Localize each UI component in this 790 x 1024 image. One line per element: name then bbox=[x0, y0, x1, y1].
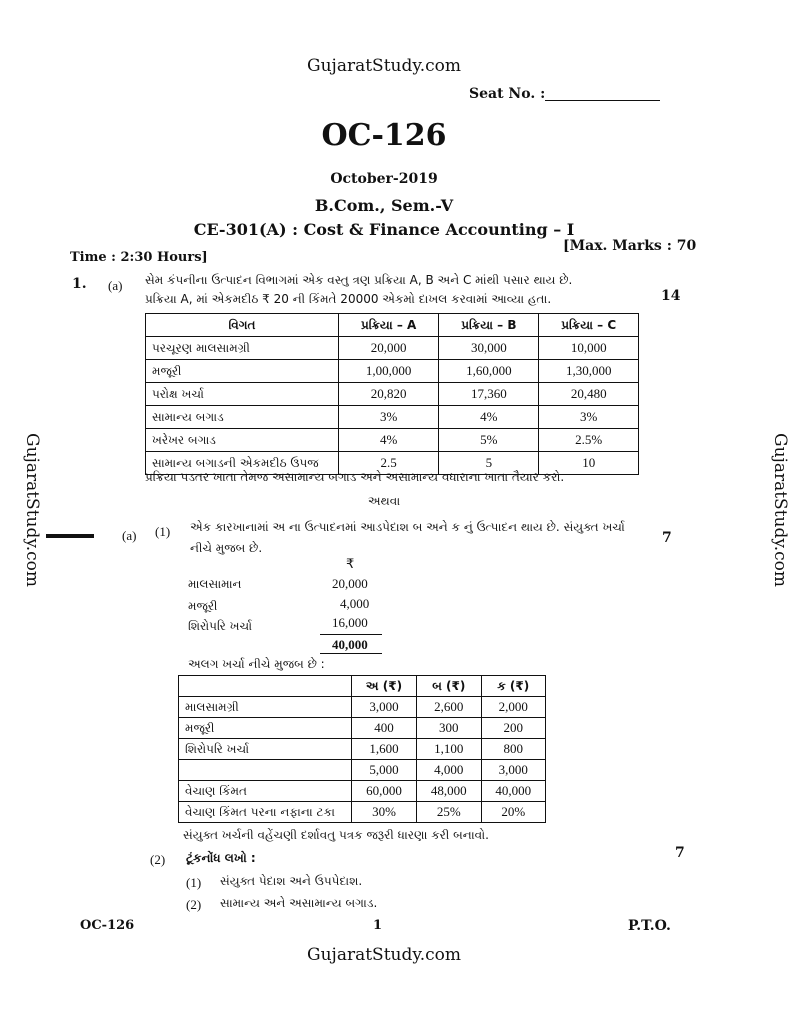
question-part: (a) bbox=[108, 278, 123, 293]
table-header: ક (₹) bbox=[481, 676, 546, 697]
table-cell: 3,000 bbox=[481, 760, 546, 781]
table-cell: સામાન્ય બગાડ bbox=[146, 406, 339, 429]
table-header: પ્રક્રિયા – C bbox=[539, 314, 639, 337]
table-cell: પરચૂરણ માલસામગ્રી bbox=[146, 337, 339, 360]
question-text-line2: પ્રક્રિયા A, માં એકમદીઠ ₹ 20 ની કિંમતે 20000 એકમો દાખલ કરવામાં આવ્યા હતા. bbox=[145, 292, 552, 306]
table-cell: 2.5% bbox=[539, 429, 639, 452]
page-number: 1 bbox=[373, 918, 383, 933]
table-header: વિગત bbox=[146, 314, 339, 337]
table-cell: 400 bbox=[352, 718, 417, 739]
short-notes-sub: (2) bbox=[150, 852, 166, 867]
watermark-right: GujaratStudy.com bbox=[769, 433, 790, 587]
question-marks: 14 bbox=[661, 288, 681, 304]
table-row bbox=[179, 718, 546, 739]
table-cell: 20,000 bbox=[339, 337, 439, 360]
alt-question-text-line1: એક કારખાનામાં અ ના ઉત્પાદનમાં આડપેદાશ બ અને ક નું ઉત્પાદન થાય છે. સંયુક્ત ખર્ચા bbox=[190, 520, 625, 534]
table-row bbox=[179, 802, 546, 823]
exam-date: October-2019 bbox=[330, 171, 438, 187]
question-text-line1: સેમ કંપનીના ઉત્પાદન વિભાગમાં એક વસ્તુ ત્રણ પ્રક્રિયા A, B અને C માંથી પસાર થાય છે. bbox=[145, 273, 573, 287]
table-cell: શિરોપરિ ખર્ચા bbox=[179, 739, 352, 760]
question-instruction: પ્રક્રિયા પડતર ખાતા તેમજ અસામાન્ય બગાડ અને અસામાન્ય વધારાના ખાતા તૈયાર કરો. bbox=[145, 470, 565, 484]
footer-code: OC-126 bbox=[80, 918, 135, 933]
table-cell: 5 bbox=[439, 452, 539, 475]
currency-symbol: ₹ bbox=[346, 556, 355, 571]
short-notes-title: ટૂંકનોંધ લખો : bbox=[186, 851, 256, 865]
alt-question-marks: 7 bbox=[662, 530, 672, 546]
joint-cost-value: 20,000 bbox=[332, 576, 368, 591]
table-header: પ્રક્રિયા – A bbox=[339, 314, 439, 337]
joint-cost-total: 40,000 bbox=[332, 637, 368, 652]
joint-cost-label: મજૂરી bbox=[188, 599, 218, 613]
table-cell: 5,000 bbox=[352, 760, 417, 781]
paper-code: OC-126 bbox=[321, 118, 447, 153]
separate-cost-table bbox=[178, 675, 546, 823]
table-cell: મજૂરી bbox=[146, 360, 339, 383]
course-name: B.Com., Sem.-V bbox=[314, 196, 454, 215]
time-label: Time : 2:30 Hours] bbox=[70, 250, 208, 265]
table-cell: 3% bbox=[539, 406, 639, 429]
table-cell: મજૂરી bbox=[179, 718, 352, 739]
table-cell: 300 bbox=[417, 718, 481, 739]
table-cell: પરોક્ષ ખર્ચા bbox=[146, 383, 339, 406]
total-line-top bbox=[320, 634, 382, 635]
table-row bbox=[146, 429, 639, 452]
table-header: પ્રક્રિયા – B bbox=[439, 314, 539, 337]
table-cell: 20,820 bbox=[339, 383, 439, 406]
table-cell: 1,60,000 bbox=[439, 360, 539, 383]
table-cell: 17,360 bbox=[439, 383, 539, 406]
watermark-bottom: GujaratStudy.com bbox=[307, 945, 461, 965]
total-line-bottom bbox=[320, 653, 382, 654]
joint-cost-value: 16,000 bbox=[332, 615, 368, 630]
table-row bbox=[146, 337, 639, 360]
table-row bbox=[179, 739, 546, 760]
table-cell: ખરેખર બગાડ bbox=[146, 429, 339, 452]
table-cell: વેચાણ કિંમત પરના નફાના ટકા bbox=[179, 802, 352, 823]
watermark-left: GujaratStudy.com bbox=[21, 433, 42, 587]
table-row bbox=[179, 697, 546, 718]
table-cell: 4% bbox=[439, 406, 539, 429]
table-cell: 2,000 bbox=[481, 697, 546, 718]
table-cell: 20,480 bbox=[539, 383, 639, 406]
short-note-number: (2) bbox=[186, 897, 202, 912]
table-cell: 10,000 bbox=[539, 337, 639, 360]
table-cell: 200 bbox=[481, 718, 546, 739]
table-cell: 2,600 bbox=[417, 697, 481, 718]
table-header: બ (₹) bbox=[417, 676, 481, 697]
table-cell: વેચાણ કિંમત bbox=[179, 781, 352, 802]
pto-label: P.T.O. bbox=[628, 918, 671, 934]
table-cell: 1,00,000 bbox=[339, 360, 439, 383]
short-note-text: સામાન્ય અને અસામાન્ય બગાડ. bbox=[220, 896, 378, 910]
table-cell: 3,000 bbox=[352, 697, 417, 718]
short-note-text: સંયુક્ત પેદાશ અને ઉપપેદાશ. bbox=[220, 874, 363, 888]
seat-no-label: Seat No. : bbox=[469, 86, 546, 102]
table-cell: 4% bbox=[339, 429, 439, 452]
table-cell: માલસામગ્રી bbox=[179, 697, 352, 718]
subject-title: CE-301(A) : Cost & Finance Accounting – I bbox=[193, 220, 575, 239]
short-notes-marks: 7 bbox=[675, 845, 685, 861]
table-row bbox=[179, 781, 546, 802]
joint-cost-value: 4,000 bbox=[340, 596, 370, 611]
alt-question-sub: (1) bbox=[155, 524, 171, 539]
table-row bbox=[179, 760, 546, 781]
table-cell: 30% bbox=[352, 802, 417, 823]
table-cell: સામાન્ય બગાડની એકમદીઠ ઉપજ bbox=[146, 452, 339, 475]
table-row bbox=[146, 360, 639, 383]
table-cell: 60,000 bbox=[352, 781, 417, 802]
margin-dash bbox=[46, 534, 94, 538]
table-row bbox=[146, 406, 639, 429]
table-row bbox=[146, 383, 639, 406]
process-cost-table bbox=[145, 313, 639, 475]
max-marks-label: [Max. Marks : 70 bbox=[563, 238, 697, 254]
table-header: અ (₹) bbox=[352, 676, 417, 697]
table-cell bbox=[179, 760, 352, 781]
separate-cost-intro: અલગ ખર્ચા નીચે મુજબ છે : bbox=[188, 657, 325, 671]
alt-question-part: (a) bbox=[122, 528, 137, 543]
question-number: 1. bbox=[72, 276, 87, 292]
table-cell: 1,600 bbox=[352, 739, 417, 760]
table-cell: 1,30,000 bbox=[539, 360, 639, 383]
table-cell: 4,000 bbox=[417, 760, 481, 781]
joint-cost-label: માલસામાન bbox=[188, 577, 242, 591]
table-cell: 40,000 bbox=[481, 781, 546, 802]
or-divider: અથવા bbox=[367, 494, 401, 508]
alt-question-instruction: સંયુક્ત ખર્ચની વહેંચણી દર્શાવતુ પત્રક જરૂરી ધારણા કરી બનાવો. bbox=[183, 828, 489, 842]
table-cell: 10 bbox=[539, 452, 639, 475]
table-cell: 800 bbox=[481, 739, 546, 760]
table-cell: 48,000 bbox=[417, 781, 481, 802]
table-header-row bbox=[146, 314, 639, 337]
table-cell: 2.5 bbox=[339, 452, 439, 475]
table-cell: 1,100 bbox=[417, 739, 481, 760]
table-cell: 3% bbox=[339, 406, 439, 429]
seat-no-line bbox=[545, 100, 660, 101]
table-cell: 20% bbox=[481, 802, 546, 823]
table-cell: 30,000 bbox=[439, 337, 539, 360]
table-cell: 25% bbox=[417, 802, 481, 823]
alt-question-text-line2: નીચે મુજબ છે. bbox=[190, 541, 263, 555]
joint-cost-label: શિરોપરિ ખર્ચા bbox=[188, 619, 253, 633]
table-header-row bbox=[179, 676, 546, 697]
table-cell: 5% bbox=[439, 429, 539, 452]
watermark-top: GujaratStudy.com bbox=[307, 56, 461, 76]
short-note-number: (1) bbox=[186, 875, 202, 890]
table-header bbox=[179, 676, 352, 697]
